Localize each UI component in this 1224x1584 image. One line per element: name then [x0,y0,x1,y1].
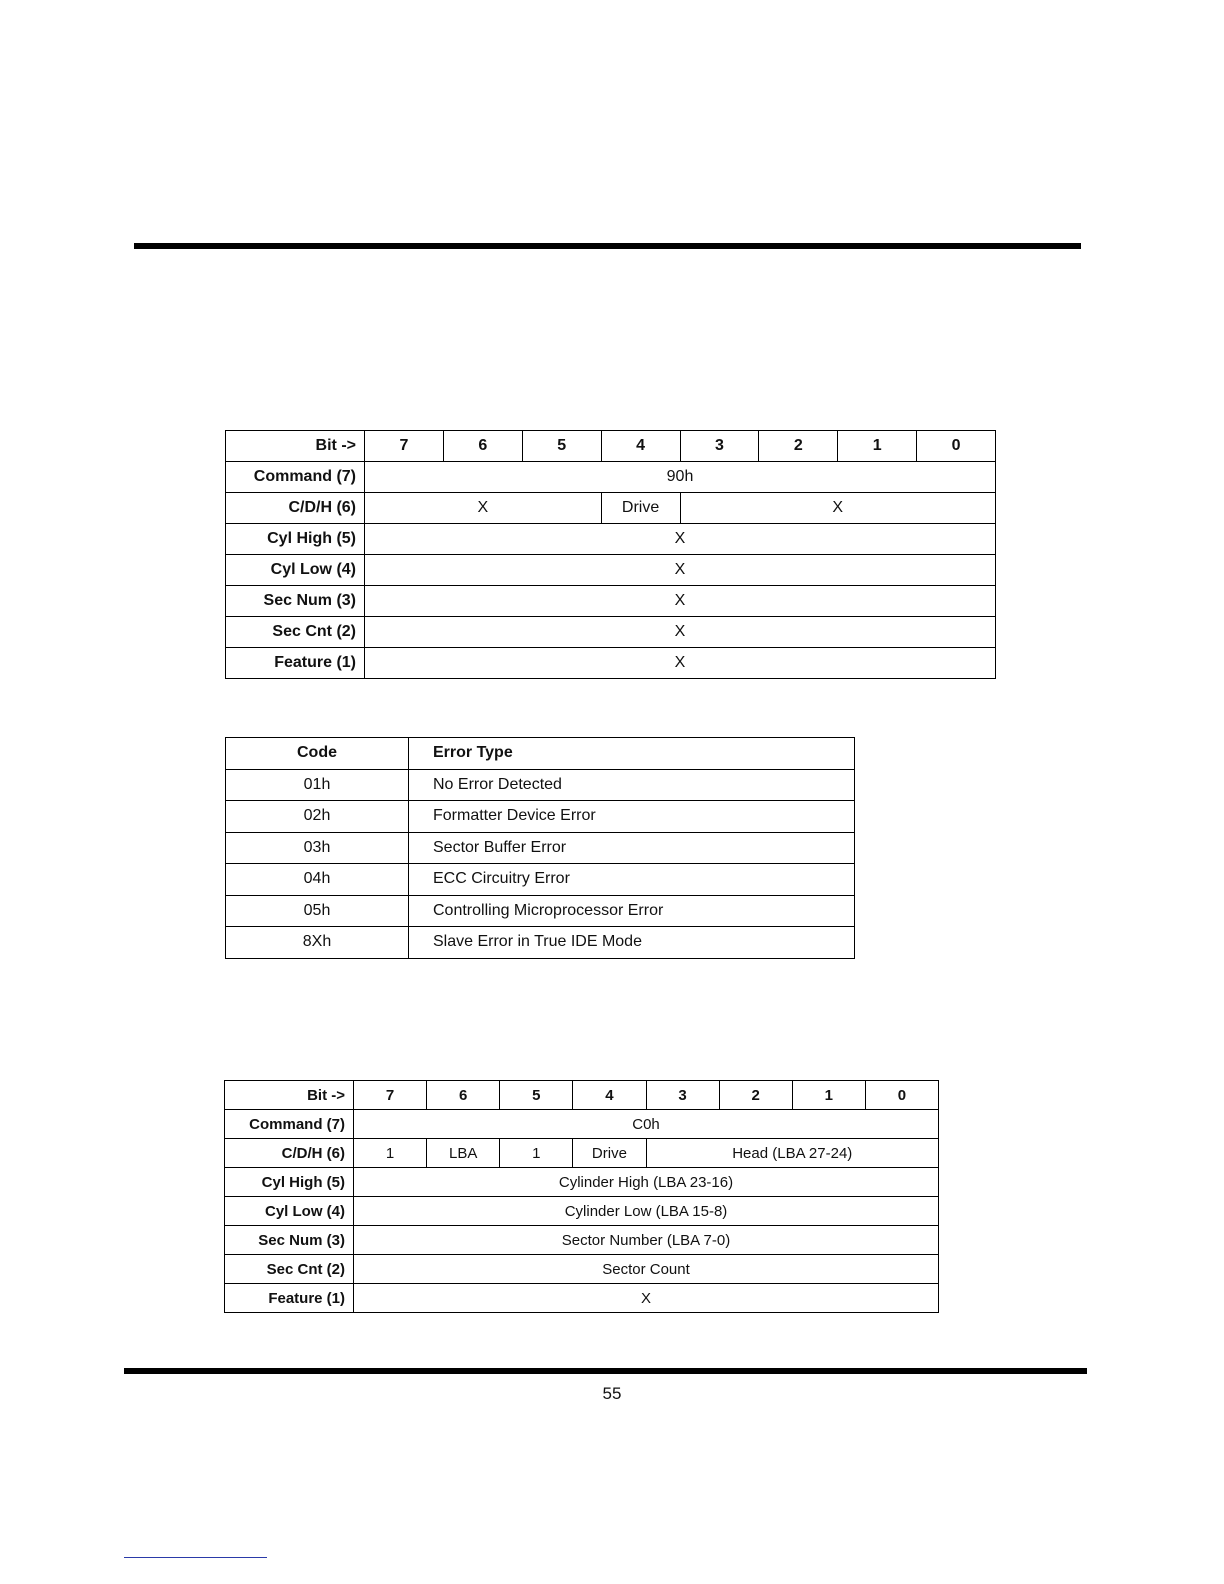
bit-2: 2 [719,1081,792,1110]
cdh-bit-7: 1 [354,1139,427,1168]
row-value: Cylinder Low (LBA 15-8) [354,1197,939,1226]
bit-6: 6 [443,431,522,462]
row-value: Sector Number (LBA 7-0) [354,1226,939,1255]
error-type: Sector Buffer Error [409,832,855,864]
table-row [226,895,855,927]
bit-1: 1 [838,431,917,462]
table-row [226,586,996,617]
cdh-row [226,493,996,524]
row-label: Sec Cnt (2) [225,1255,354,1284]
bit-5: 5 [522,431,601,462]
row-label: Feature (1) [225,1284,354,1313]
cdh-label: C/D/H (6) [226,493,365,524]
cdh-bits-7-5: X [365,493,602,524]
bit-4: 4 [601,431,680,462]
error-code-table [225,737,855,959]
table-row [226,769,855,801]
page-number: 55 [602,1384,622,1403]
register-table-check-power [225,430,996,679]
command-value: C0h [354,1110,939,1139]
row-value: Sector Count [354,1255,939,1284]
bit-3: 3 [646,1081,719,1110]
error-type: Formatter Device Error [409,801,855,833]
table-row [225,1168,939,1197]
error-code: 04h [226,864,409,896]
code-header: Code [226,738,409,770]
command-row [225,1110,939,1139]
footer-rule [124,1368,1087,1374]
table-row [226,648,996,679]
error-type: ECC Circuitry Error [409,864,855,896]
table-row [226,524,996,555]
row-value: X [365,586,996,617]
error-code: 01h [226,769,409,801]
footnote-separator [124,1557,267,1558]
command-row [226,462,996,493]
cdh-drive: Drive [601,493,680,524]
error-code: 03h [226,832,409,864]
bit-1: 1 [792,1081,865,1110]
error-type: Controlling Microprocessor Error [409,895,855,927]
row-label: Cyl High (5) [226,524,365,555]
error-type-header: Error Type [409,738,855,770]
bit-7: 7 [354,1081,427,1110]
bit-header-row [226,431,996,462]
bit-4: 4 [573,1081,646,1110]
cdh-bits-3-0: X [680,493,996,524]
table-row [226,832,855,864]
error-header-row [226,738,855,770]
error-code: 8Xh [226,927,409,959]
error-type: Slave Error in True IDE Mode [409,927,855,959]
row-label: Sec Cnt (2) [226,617,365,648]
bit-7: 7 [365,431,444,462]
error-code: 05h [226,895,409,927]
cdh-row [225,1139,939,1168]
cdh-label: C/D/H (6) [225,1139,354,1168]
row-label: Cyl Low (4) [225,1197,354,1226]
table-row [225,1226,939,1255]
bit-3: 3 [680,431,759,462]
table-row [226,927,855,959]
bit-header-label: Bit -> [225,1081,354,1110]
row-label: Sec Num (3) [225,1226,354,1255]
row-value: Cylinder High (LBA 23-16) [354,1168,939,1197]
row-label: Feature (1) [226,648,365,679]
row-value: X [354,1284,939,1313]
bit-header-row [225,1081,939,1110]
bit-0: 0 [917,431,996,462]
bit-header-label: Bit -> [226,431,365,462]
cdh-bit-5: 1 [500,1139,573,1168]
table-row [225,1255,939,1284]
table-row [225,1284,939,1313]
table-row [226,801,855,833]
bit-6: 6 [427,1081,500,1110]
error-type: No Error Detected [409,769,855,801]
header-rule [134,243,1081,249]
command-label: Command (7) [225,1110,354,1139]
row-label: Cyl Low (4) [226,555,365,586]
command-label: Command (7) [226,462,365,493]
register-table-lba [224,1080,939,1313]
row-value: X [365,555,996,586]
error-code: 02h [226,801,409,833]
bit-5: 5 [500,1081,573,1110]
bit-0: 0 [865,1081,938,1110]
row-value: X [365,617,996,648]
row-label: Sec Num (3) [226,586,365,617]
cdh-drive: Drive [573,1139,646,1168]
table-row [225,1197,939,1226]
table-row [226,864,855,896]
cdh-head: Head (LBA 27-24) [646,1139,939,1168]
table-row [226,617,996,648]
cdh-lba: LBA [427,1139,500,1168]
row-value: X [365,648,996,679]
command-value: 90h [365,462,996,493]
bit-2: 2 [759,431,838,462]
table-row [226,555,996,586]
row-label: Cyl High (5) [225,1168,354,1197]
row-value: X [365,524,996,555]
